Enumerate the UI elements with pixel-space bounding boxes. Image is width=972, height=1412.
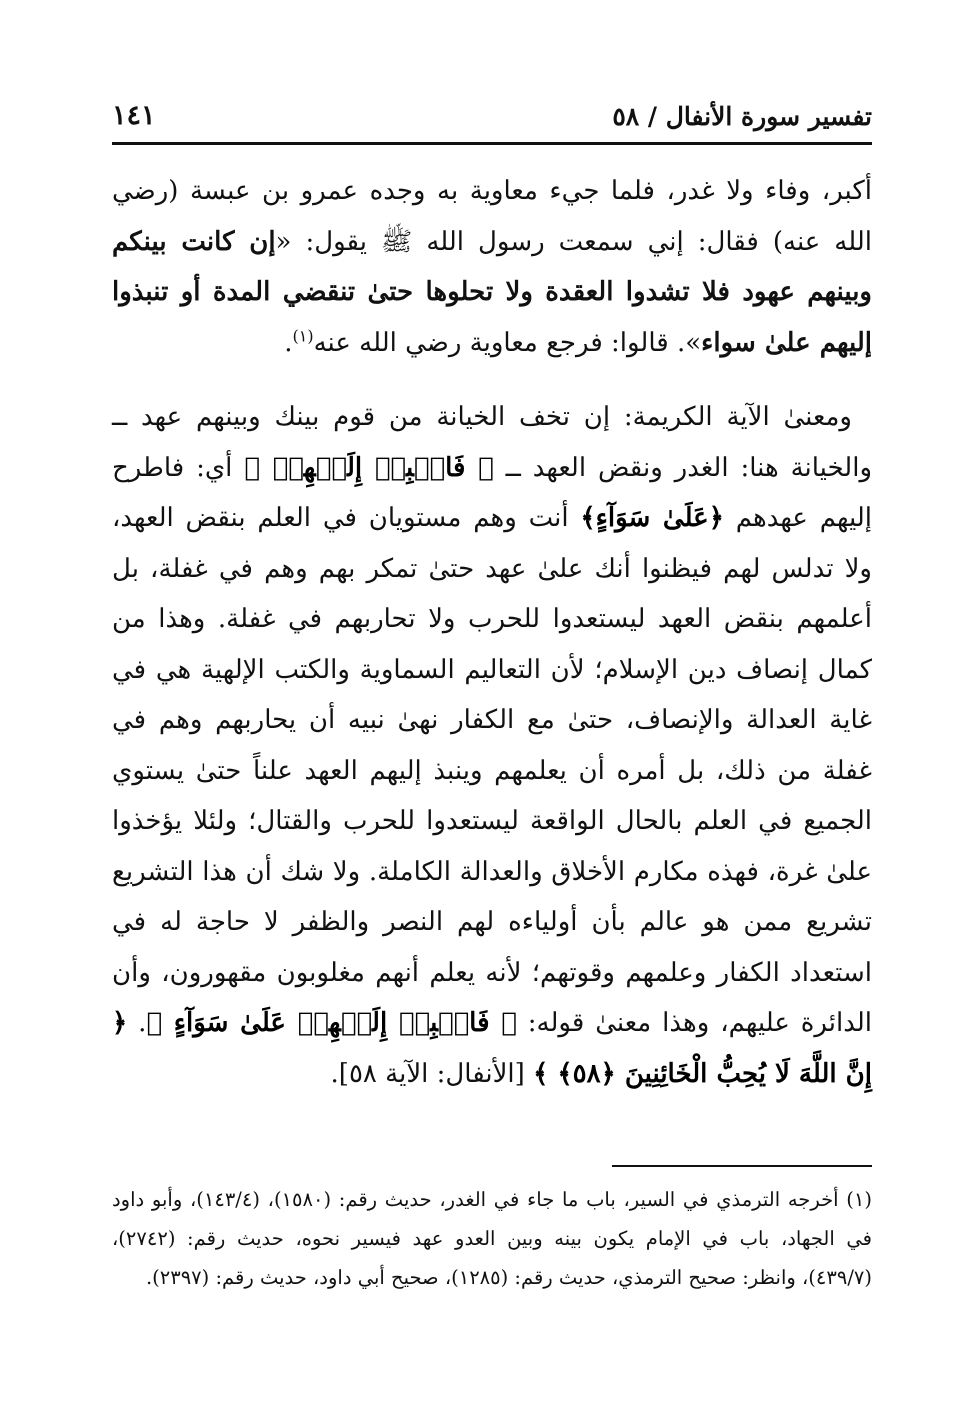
header-rule <box>112 142 872 145</box>
page-number: ١٤١ <box>112 100 156 131</box>
quran-quote-1: ﴿ فَانۢبِذۡ إِلَيۡهِمۡ ﴾ <box>244 452 494 483</box>
footnote-1: (١) أخرجه الترمذي في السير، باب ما جاء في الغدر، حديث رقم: (١٥٨٠)، (١٤٣/٤)، وأبو داود في الجهاد، باب في الإمام يكون بينه وبين العدو عهد فيسير نحوه، حديث رقم: (٢٧٤٢)، (٤٣٩/٧)، وانظر: صحيح الترمذي، حديث رقم: (١٢٨٥)، صحيح أبي داود، حديث رقم: (٢٣٩٧). <box>112 1188 873 1289</box>
p2-text-c: أنت وهم مستويان في العلم بنقض العهد، ولا تدلس لهم فيظنوا أنك علىٰ عهد حتىٰ تمكر بهم وهم في غفلة، بل أعلمهم بنقض العهد ليستعدوا للحرب ولا تحاربهم في غفلة. وهذا من كمال إنصاف دين الإسلام؛ لأن التعاليم السماوية والكتب الإلهية هي في غاية العدالة والإنصاف، حتىٰ مع الكفار نهىٰ نبيه أن يحاربهم وهم في غفلة من ذلك، بل أمره أن يعلمهم وينبذ إليهم العهد علناً حتىٰ يستوي الجميع في العلم بالحال الواقعة ليستعدوا للحرب والقتال؛ ولئلا يؤخذوا علىٰ غرة، فهذه مكارم الأخلاق والعدالة الكاملة. ولا شك أن هذا التشريع تشريع ممن هو عالم بأن أولياءه لهم النصر والظفر لا حاجة له في استعداد الكفار وعلمهم وقوتهم؛ لأنه يعلم أنهم مغلوبون مقهورون، وأن الدائرة عليهم، وهذا معنىٰ قوله: <box>112 503 873 1038</box>
p2-text-d: . <box>127 1008 147 1038</box>
p1-text-b: ». قالوا: فرجع معاوية رضي الله عنه <box>313 327 702 358</box>
footnote-ref[interactable]: (١) <box>292 325 314 345</box>
paragraph-2 <box>112 392 872 1099</box>
p1-text-a: أكبر، وفاء ولا غدر، فلما جيء معاوية به وجده عمرو بن عبسة (رضي الله عنه) فقال: إني سمعت رسول الله ﷺ يقول: « <box>112 176 872 257</box>
footnote-separator <box>612 1165 872 1167</box>
p2-text-e: [الأنفال: الآية ٥٨]. <box>330 1058 534 1089</box>
p2-text-b: أي: فاطرح إليهم عهدهم <box>112 452 873 533</box>
quran-quote-4: ﴿ إِنَّ اللَّهَ لَا يُحِبُّ الْخَائِنِينَ ﴿٥٨﴾ ﴾ <box>112 1008 872 1089</box>
page-header <box>112 96 872 144</box>
quran-quote-3: ﴿ فَانۢبِذۡ إِلَيۡهِمۡ عَلَىٰ سَوَآءٍ ﴾ <box>146 1008 517 1038</box>
main-text <box>112 166 872 1099</box>
quran-quote-2: ﴿عَلَىٰ سَوَآءٍ﴾ <box>580 503 724 533</box>
p2-text-a: ومعنىٰ الآية الكريمة: إن تخف الخيانة من قوم بينك وبينهم عهد ــ والخيانة هنا: الغدر ونقض العهد ــ <box>112 402 872 483</box>
footnotes <box>112 1180 872 1297</box>
running-title: تفسير سورة الأنفال / ٥٨ <box>612 102 872 131</box>
hadith-text: إن كانت بينكم وبينهم عهود فلا تشدوا العقدة ولا تحلوها حتىٰ تنقضي المدة أو تنبذوا إليهم علىٰ سواء <box>112 226 872 358</box>
paragraph-1 <box>112 166 872 368</box>
p1-text-end: . <box>284 327 293 358</box>
